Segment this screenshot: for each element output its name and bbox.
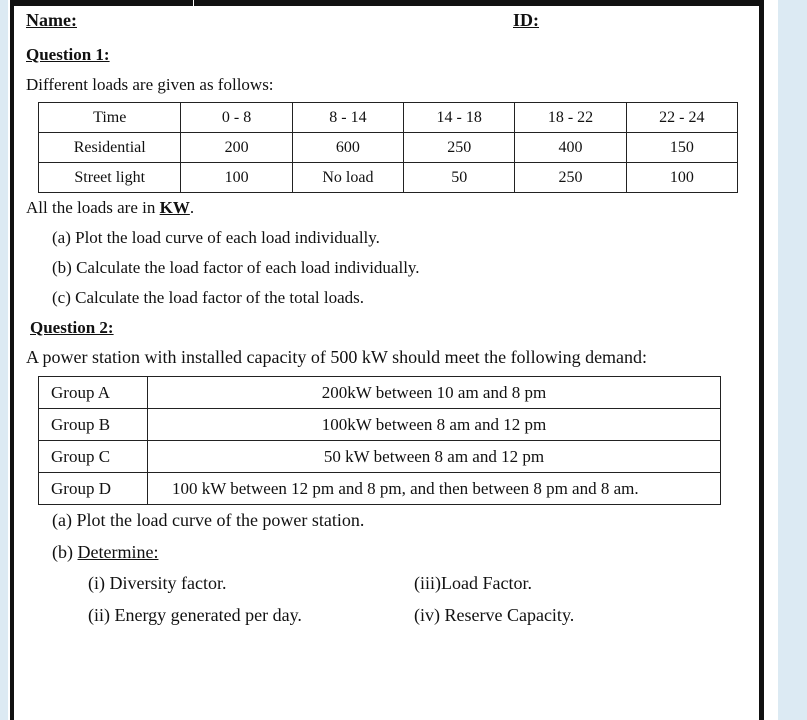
group-cell: Group A [39,377,148,409]
table-cell: 600 [292,133,403,163]
page-border-top [10,0,764,6]
right-margin-panel [778,0,807,720]
table-cell: 100 [181,163,292,193]
units-note [26,198,194,218]
question-2-title: Question 2: [30,318,114,337]
subitem-iii: (iii)Load Factor. [414,573,532,593]
table-cell: Residential [39,133,181,163]
subitem-iv: (iv) Reserve Capacity. [414,605,575,625]
table-row [39,441,721,473]
group-cell: Group B [39,409,148,441]
question-2-intro: A power station with installed capacity of 500 kW should meet the following demand: [26,347,648,367]
question-1-item-c: (c) Calculate the load factor of the total loads. [52,288,365,307]
table-header-cell: 14 - 18 [404,103,515,133]
table-header-cell: 18 - 22 [515,103,626,133]
table-cell: 150 [626,133,737,163]
question-1-title: Question 1: [26,45,110,64]
table-header-cell: 22 - 24 [626,103,737,133]
table-row [39,377,721,409]
table-cell: 400 [515,133,626,163]
table-cell: 250 [515,163,626,193]
group-cell: Group D [39,473,148,505]
table-cell: 250 [404,133,515,163]
subitem-ii: (ii) Energy generated per day. [88,605,302,625]
table-row [39,409,721,441]
question-1-item-b: (b) Calculate the load factor of each load individually. [52,258,420,277]
table-cell: 200 [181,133,292,163]
name-label: Name: [26,10,77,30]
page-border-left [10,0,14,720]
demand-cell: 100kW between 8 am and 12 pm [148,409,721,441]
demand-cell: 50 kW between 8 am and 12 pm [148,441,721,473]
table-header-cell: 8 - 14 [292,103,403,133]
id-label: ID: [513,10,539,30]
header-divider [193,0,194,6]
table-row [39,473,721,505]
table-cell: No load [292,163,403,193]
units-prefix: All the loads are in [26,198,160,217]
table-row [39,163,738,193]
group-cell: Group C [39,441,148,473]
table-header-cell: 0 - 8 [181,103,292,133]
table-row [39,133,738,163]
part-b-prefix: (b) [52,542,78,562]
question-1-intro: Different loads are given as follows: [26,75,274,94]
page-border-right [759,0,764,720]
part-b-label: Determine: [77,542,159,562]
demand-table [38,376,721,505]
units-value: KW [159,198,190,217]
table-cell: Street light [39,163,181,193]
loads-table [38,102,738,193]
units-suffix: . [189,198,195,217]
question-2-part-b [52,542,158,563]
demand-cell: 200kW between 10 am and 8 pm [148,377,721,409]
demand-cell: 100 kW between 12 pm and 8 pm, and then between 8 pm and 8 am. [148,473,721,505]
table-cell: 50 [404,163,515,193]
table-cell: 100 [626,163,737,193]
left-margin-bar [0,0,8,720]
table-header-row [39,103,738,133]
table-header-cell: Time [39,103,181,133]
subitem-i: (i) Diversity factor. [88,573,227,593]
question-2-part-a: (a) Plot the load curve of the power station. [52,510,365,530]
question-1-item-a: (a) Plot the load curve of each load individually. [52,228,380,247]
